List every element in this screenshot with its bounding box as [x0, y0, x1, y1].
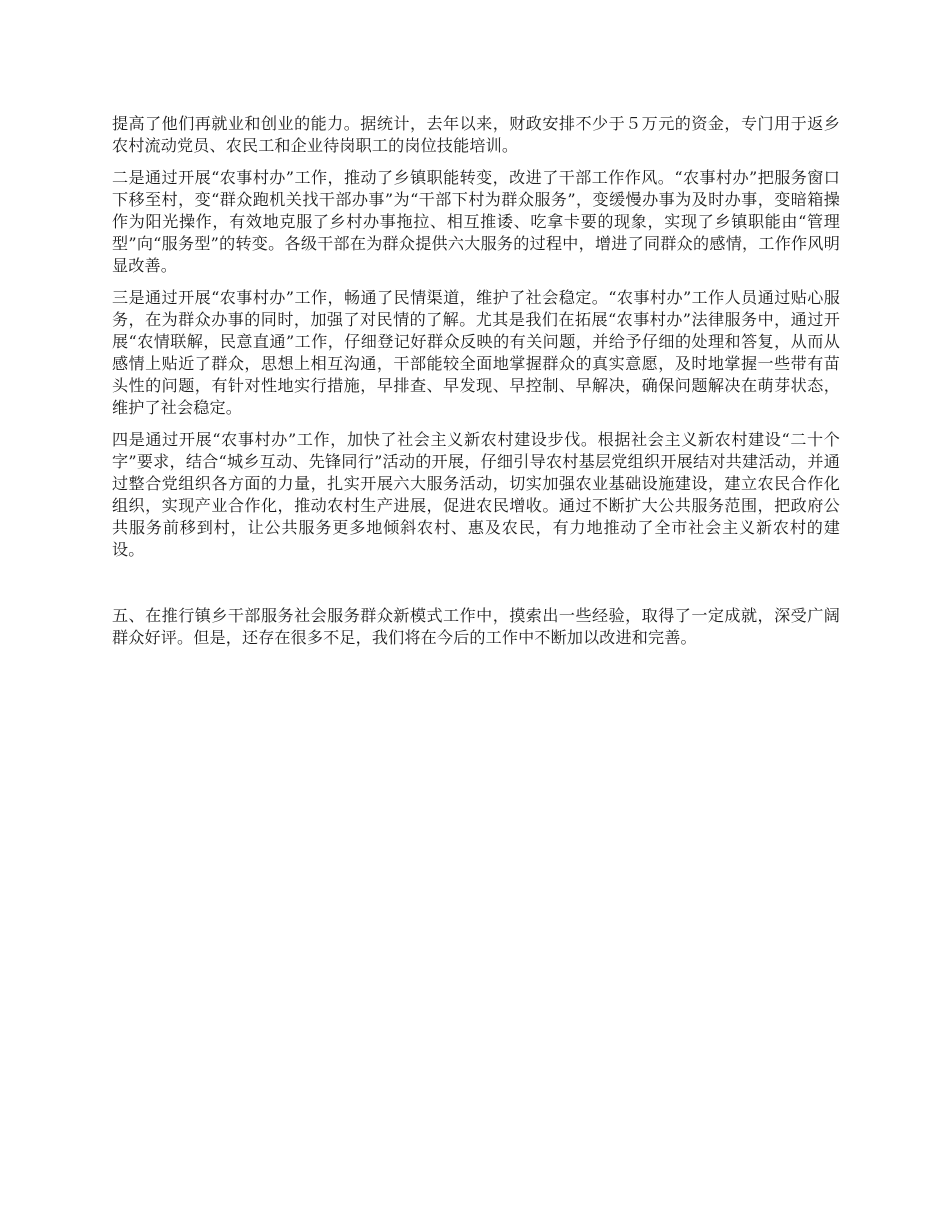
document-body: [112, 113, 840, 659]
paragraph-point-four: 四是通过开展“农事村办”工作，加快了社会主义新农村建设步伐。根据社会主义新农村建设“二十个字”要求，结合“城乡互动、先锋同行”活动的开展，仔细引导农村基层党组织开展结对共建活动，并通过整合党组织各方面的力量，扎实开展六大服务活动，切实加强农业基础设施建设，建立农民合作化组织，实现产业合作化，推动农村生产进展，促进农民增收。通过不断扩大公共服务范围，把政府公共服务前移到村，让公共服务更多地倾斜农村、惠及农民，有力地推动了全市社会主义新农村的建设。: [112, 430, 840, 559]
paragraph-point-two: 二是通过开展“农事村办”工作，推动了乡镇职能转变，改进了干部工作作风。“农事村办”把服务窗口下移至村，变“群众跑机关找干部办事”为“干部下村为群众服务”，变缓慢办事为及时办事，变暗箱操作为阳光操作，有效地克服了乡村办事拖拉、相互推诿、吃拿卡要的现象，实现了乡镇职能由“管理型”向“服务型”的转变。各级干部在为群众提供六大服务的过程中，增进了同群众的感情，工作作风明显改善。: [112, 168, 840, 275]
paragraph-point-five: 五、在推行镇乡干部服务社会服务群众新模式工作中，摸索出一些经验，取得了一定成就，深受广阔群众好评。但是，还存在很多不足，我们将在今后的工作中不断加以改进和完善。: [112, 606, 840, 647]
paragraph-point-three: 三是通过开展“农事村办”工作，畅通了民情渠道，维护了社会稳定。“农事村办”工作人员通过贴心服务，在为群众办事的同时，加强了对民情的了解。尤其是我们在拓展“农事村办”法律服务中，通过开展“农情联解，民意直通”工作，仔细登记好群众反映的有关问题，并给予仔细的处理和答复，从而从感情上贴近了群众，思想上相互沟通，干部能较全面地掌握群众的真实意愿，及时地掌握一些带有苗头性的问题，有针对性地实行措施，早排查、早发现、早控制、早解决，确保问题解决在萌芽状态，维护了社会稳定。: [112, 288, 840, 417]
paragraph-training: 提高了他们再就业和创业的能力。据统计，去年以来，财政安排不少于５万元的资金，专门用于返乡农村流动党员、农民工和企业待岗职工的岗位技能培训。: [112, 114, 840, 155]
